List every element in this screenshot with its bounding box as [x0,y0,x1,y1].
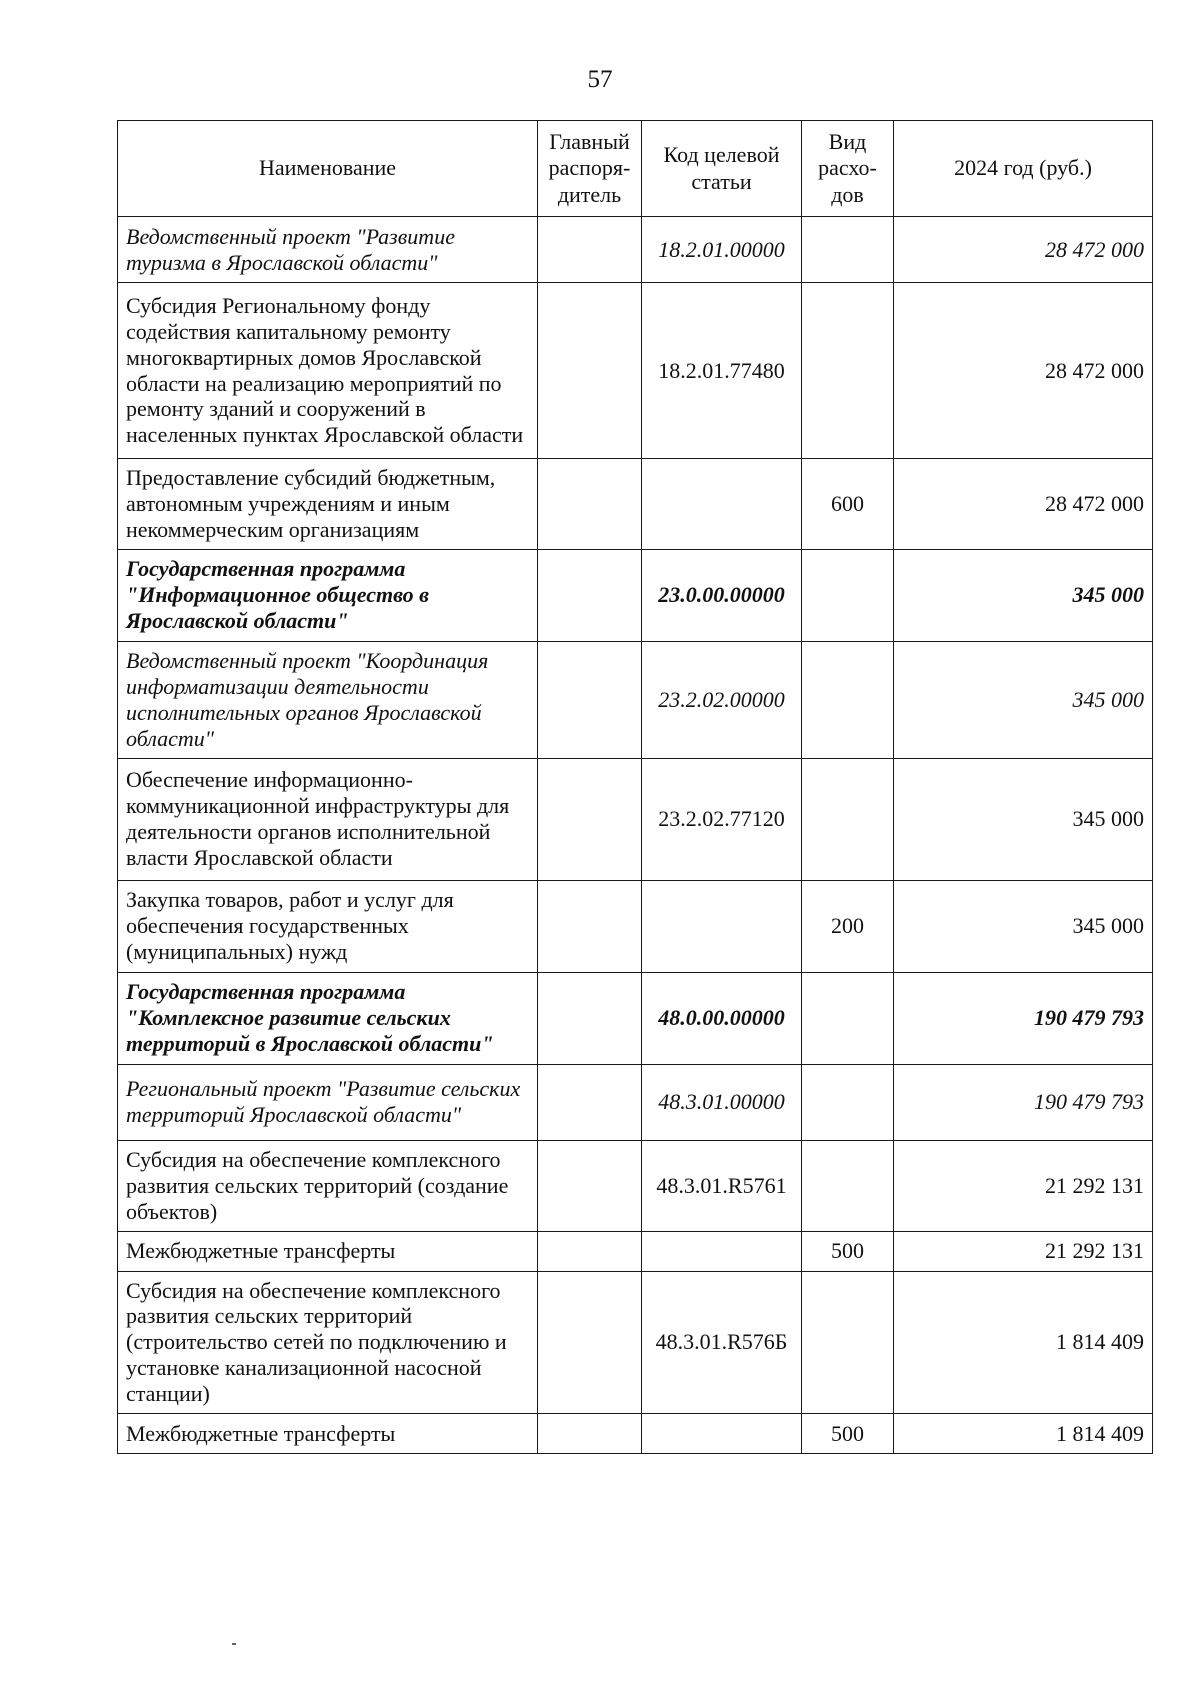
cell-sum: 21 292 131 [894,1140,1153,1231]
table-row [118,972,1153,1064]
cell-sum: 190 479 793 [894,1064,1153,1140]
cell-sum: 345 000 [894,641,1153,758]
cell-type [802,758,894,880]
cell-type: 500 [802,1414,894,1454]
cell-sum: 28 472 000 [894,283,1153,459]
table-row [118,217,1153,283]
cell-type: 500 [802,1231,894,1271]
table-body [118,217,1153,1454]
cell-code [642,459,802,550]
header-name: Наименование [118,121,538,217]
cell-admin [538,1064,642,1140]
table-row [118,549,1153,641]
cell-admin [538,1231,642,1271]
table-row [118,641,1153,758]
cell-code [642,880,802,972]
table-row [118,880,1153,972]
cell-sum: 1 814 409 [894,1414,1153,1454]
cell-admin [538,549,642,641]
budget-table [117,120,1153,1454]
table-header [118,121,1153,217]
cell-code: 48.0.00.00000 [642,972,802,1064]
cell-type [802,1140,894,1231]
cell-type [802,283,894,459]
cell-type: 600 [802,459,894,550]
header-admin: Главный распоря-дитель [538,121,642,217]
header-row [118,121,1153,217]
header-type: Вид расхо-дов [802,121,894,217]
cell-code: 23.2.02.77120 [642,758,802,880]
cell-name: Обеспечение информационно-коммуникационной инфраструктуры для деятельности органов исполнительной власти Ярославской области [118,758,538,880]
cell-type [802,217,894,283]
table-row [118,1140,1153,1231]
table-row [118,1231,1153,1271]
cell-code: 48.3.01.R576Б [642,1271,802,1414]
cell-sum: 28 472 000 [894,459,1153,550]
cell-sum: 21 292 131 [894,1231,1153,1271]
cell-admin [538,459,642,550]
cell-code: 48.3.01.00000 [642,1064,802,1140]
cell-code [642,1414,802,1454]
cell-name: Предоставление субсидий бюджетным, автономным учреждениям и иным некоммерческим организациям [118,459,538,550]
table-row [118,1271,1153,1414]
table-row [118,459,1153,550]
cell-sum: 345 000 [894,758,1153,880]
cell-type [802,1064,894,1140]
header-sum: 2024 год (руб.) [894,121,1153,217]
cell-type [802,641,894,758]
cell-sum: 1 814 409 [894,1271,1153,1414]
cell-type [802,972,894,1064]
cell-admin [538,641,642,758]
cell-admin [538,1271,642,1414]
cell-name: Государственная программа "Комплексное развитие сельских территорий в Ярославской области" [118,972,538,1064]
cell-admin [538,880,642,972]
cell-type: 200 [802,880,894,972]
cell-name: Государственная программа "Информационное общество в Ярославской области" [118,549,538,641]
cell-admin [538,1140,642,1231]
cell-code: 23.2.02.00000 [642,641,802,758]
cell-sum: 345 000 [894,880,1153,972]
cell-code: 48.3.01.R5761 [642,1140,802,1231]
cell-admin [538,283,642,459]
cell-code: 18.2.01.00000 [642,217,802,283]
cell-name: Ведомственный проект "Координация информатизации деятельности исполнительных органов Ярославской области" [118,641,538,758]
page-number: 57 [587,66,613,93]
cell-name: Субсидия на обеспечение комплексного развития сельских территорий (создание объектов) [118,1140,538,1231]
cell-code: 18.2.01.77480 [642,283,802,459]
cell-admin [538,1414,642,1454]
scan-artifact-mark [232,1643,236,1645]
cell-name: Межбюджетные трансферты [118,1414,538,1454]
cell-name: Межбюджетные трансферты [118,1231,538,1271]
table-row [118,1414,1153,1454]
cell-name: Субсидия на обеспечение комплексного развития сельских территорий (строительство сетей по подключению и установке канализационной насосной станции) [118,1271,538,1414]
table-row [118,283,1153,459]
cell-admin [538,972,642,1064]
header-code: Код целевой статьи [642,121,802,217]
cell-sum: 28 472 000 [894,217,1153,283]
table-row [118,758,1153,880]
cell-code [642,1231,802,1271]
cell-code: 23.0.00.00000 [642,549,802,641]
cell-name: Закупка товаров, работ и услуг для обеспечения государственных (муниципальных) нужд [118,880,538,972]
cell-sum: 190 479 793 [894,972,1153,1064]
cell-admin [538,758,642,880]
cell-name: Субсидия Региональному фонду содействия капитальному ремонту многоквартирных домов Ярославской области на реализацию мероприятий по ремонту зданий и сооружений в населенных пунктах Ярославской области [118,283,538,459]
cell-admin [538,217,642,283]
cell-name: Региональный проект "Развитие сельских территорий Ярославской области" [118,1064,538,1140]
table-row [118,1064,1153,1140]
cell-sum: 345 000 [894,549,1153,641]
cell-type [802,549,894,641]
cell-type [802,1271,894,1414]
cell-name: Ведомственный проект "Развитие туризма в Ярославской области" [118,217,538,283]
